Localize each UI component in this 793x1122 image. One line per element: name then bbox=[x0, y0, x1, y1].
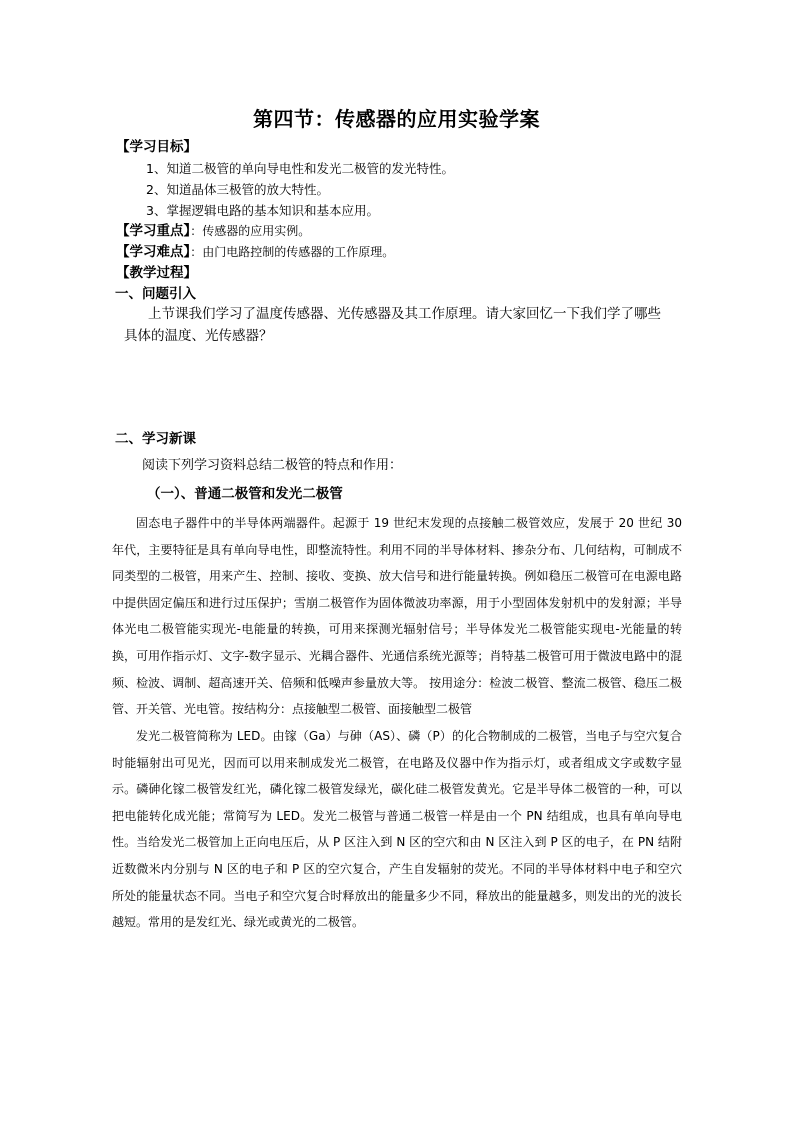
section1-line-2: 具体的温度、光传感器？ bbox=[124, 328, 273, 344]
page-title: 第四节：传感器的应用实验学案 bbox=[253, 107, 540, 131]
section1-line-1: 上节课我们学习了温度传感器、光传感器及其工作原理。请大家回忆一下我们学了哪些 bbox=[148, 306, 661, 322]
key-point-text: ：传感器的应用实例。 bbox=[190, 224, 311, 238]
objective-item-3: 3、掌握逻辑电路的基本知识和基本应用。 bbox=[146, 203, 379, 218]
objective-item-1: 1、知道二极管的单向导电性和发光二极管的发光特性。 bbox=[146, 161, 454, 176]
key-point-row bbox=[116, 221, 310, 241]
difficulty-row bbox=[116, 242, 394, 262]
difficulty-text: ：由门电路控制的传感器的工作原理。 bbox=[190, 245, 395, 259]
section2-intro: 阅读下列学习资料总结二极管的特点和作用： bbox=[142, 458, 403, 473]
key-point-label: 【学习重点】 bbox=[116, 223, 191, 239]
objective-item-2: 2、知道晶体三极管的放大特性。 bbox=[146, 182, 329, 197]
section1-heading: 一、问题引入 bbox=[115, 286, 196, 302]
section2-subheading: （一）、普通二极管和发光二极管 bbox=[147, 486, 343, 502]
led-paragraph: 发光二极管简称为 LED。由镓（Ga）与砷（AS）、磷（P）的化合物制成的二极管，当电子与空穴复合时能辐射出可见光，因而可以用来制成发光二极管，在电路及仪器中作为指示灯，或者组成文字或数字显示。磷砷化镓二极管发红光，磷化镓二极管发绿光，碳化硅二极管发黄光。它是半导体二极管的一种，可以把电能转化成光能；常简写为 LED。发光二极管与普通二极管一样是由一个 PN 结组成，也具有单向导电性。当给发光二极管加上正向电压后，从 P 区注入到 N 区的空穴和由 N 区注入到 P 区的电子，在 PN 结附近数微米内分别与 N 区的电子和 P 区的空穴复合，产生自发辐射的荧光。不同的半导体材料中电子和空穴所处的能量状态不同。当电子和空穴复合时释放出的能量多少不同，释放出的能量越多，则发出的光的波长越短。常用的是发红光、绿光或黄光的二极管。 bbox=[112, 729, 682, 930]
section2-heading: 二、学习新课 bbox=[115, 431, 196, 447]
objectives-heading: 【学习目标】 bbox=[116, 139, 197, 155]
difficulty-label: 【学习难点】 bbox=[116, 244, 191, 260]
process-heading: 【教学过程】 bbox=[116, 265, 197, 281]
diode-paragraph: 固态电子器件中的半导体两端器件。起源于 19 世纪末发现的点接触二极管效应，发展于 20 世纪 30 年代，主要特征是具有单向导电性，即整流特性。利用不同的半导体材料、掺杂分布、几何结构，可制成不同类型的二极管，用来产生、控制、接收、变换、放大信号和进行能量转换。例如稳压二极管可在电源电路中提供固定偏压和进行过压保护；雪崩二极管作为固体微波功率源，用于小型固体发射机中的发射源；半导体光电二极管能实现光-电能量的转换，可用来探测光辐射信号；半导体发光二极管能实现电-光能量的转换，可用作指示灯、文字-数字显示、光耦合器件、光通信系统光源等；肖特基二极管可用于微波电路中的混频、检波、调制、超高速开关、倍频和低噪声参量放大等。 按用途分：检波二极管、整流二极管、稳压二极管、开关管、光电管。按结构分：点接触型二极管、面接触型二极管 bbox=[112, 516, 682, 717]
